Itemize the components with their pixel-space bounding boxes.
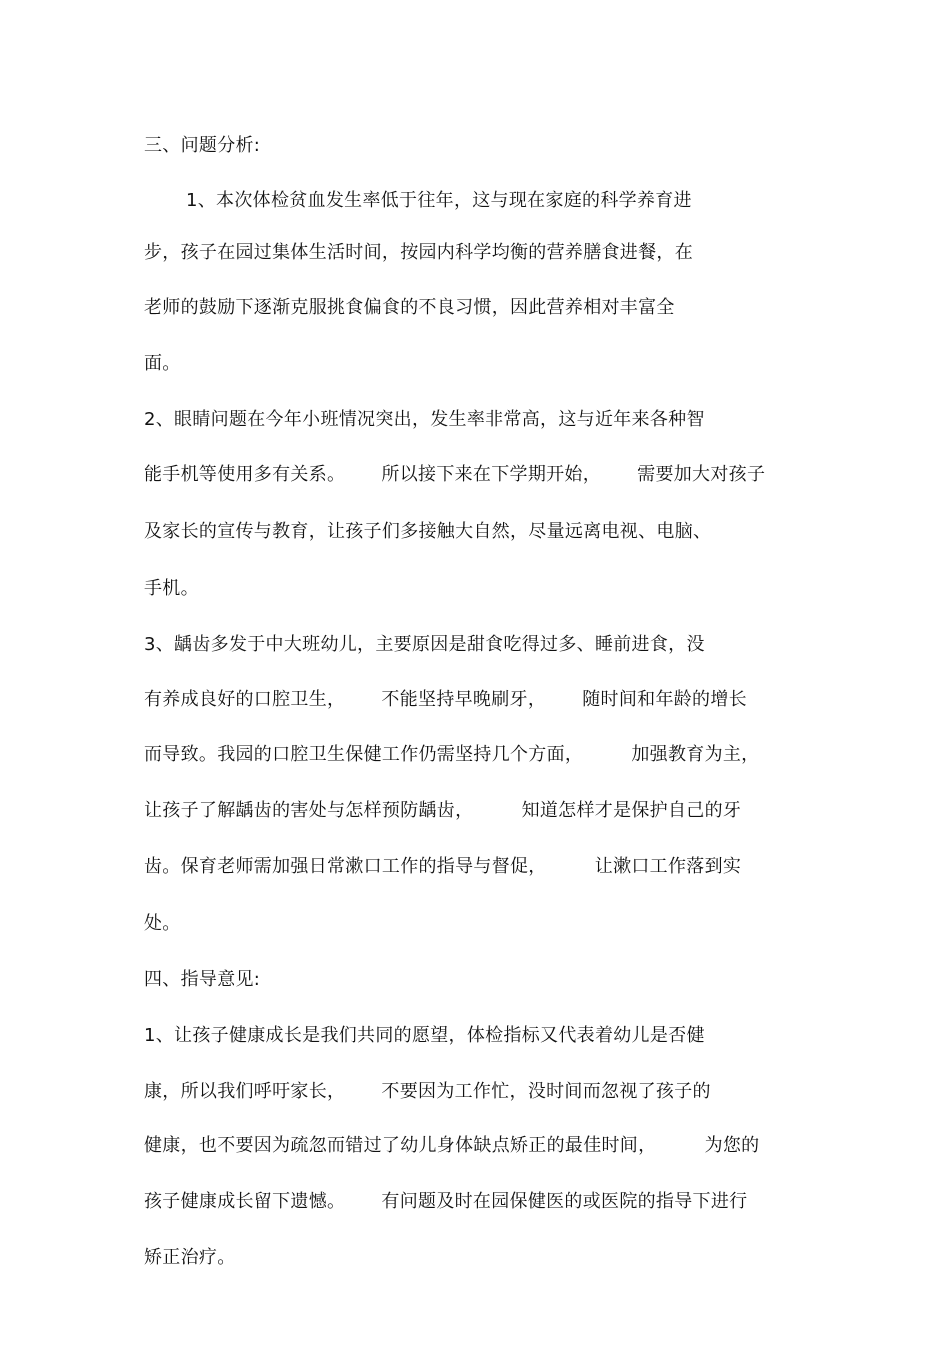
section-heading-guidance: 四、指导意见: (144, 969, 261, 990)
paragraph-line: 及家长的宣传与教育，让孩子们多接触大自然，尽量远离电视、电脑、 (144, 521, 712, 542)
paragraph-line: 3、龋齿多发于中大班幼儿，主要原因是甜食吃得过多、睡前进食，没 (144, 634, 705, 655)
paragraph-line: 能手机等使用多有关系。 所以接下来在下学期开始， 需要加大对孩子 (144, 464, 766, 485)
paragraph-line: 手机。 (144, 578, 199, 599)
paragraph-line: 2、眼睛问题在今年小班情况突出，发生率非常高，这与近年来各种智 (144, 409, 705, 430)
paragraph-line: 1、本次体检贫血发生率低于往年，这与现在家庭的科学养育进 (186, 190, 692, 211)
paragraph-line: 矫正治疗。 (144, 1247, 236, 1268)
paragraph-line: 孩子健康成长留下遗憾。 有问题及时在园保健医的或医院的指导下进行 (144, 1191, 748, 1212)
paragraph-line: 齿。保育老师需加强日常漱口工作的指导与督促， 让漱口工作落到实 (144, 856, 742, 877)
paragraph-line: 面。 (144, 353, 181, 374)
paragraph-line: 而导致。我园的口腔卫生保健工作仍需坚持几个方面， 加强教育为主， (144, 744, 760, 765)
paragraph-line: 有养成良好的口腔卫生， 不能坚持早晚刷牙， 随时间和年龄的增长 (144, 689, 747, 710)
paragraph-line: 步，孩子在园过集体生活时间，按园内科学均衡的营养膳食进餐，在 (144, 242, 693, 263)
paragraph-line: 让孩子了解龋齿的害处与怎样预防龋齿， 知道怎样才是保护自己的牙 (144, 800, 742, 821)
paragraph-line: 健康，也不要因为疏忽而错过了幼儿身体缺点矫正的最佳时间， 为您的 (144, 1135, 760, 1156)
paragraph-line: 老师的鼓励下逐渐克服挑食偏食的不良习惯，因此营养相对丰富全 (144, 297, 675, 318)
paragraph-line: 康，所以我们呼吁家长， 不要因为工作忙，没时间而忽视了孩子的 (144, 1081, 711, 1102)
paragraph-line: 处。 (144, 913, 181, 934)
paragraph-line: 1、让孩子健康成长是我们共同的愿望，体检指标又代表着幼儿是否健 (144, 1025, 705, 1046)
section-heading-problem-analysis: 三、问题分析: (144, 135, 261, 156)
